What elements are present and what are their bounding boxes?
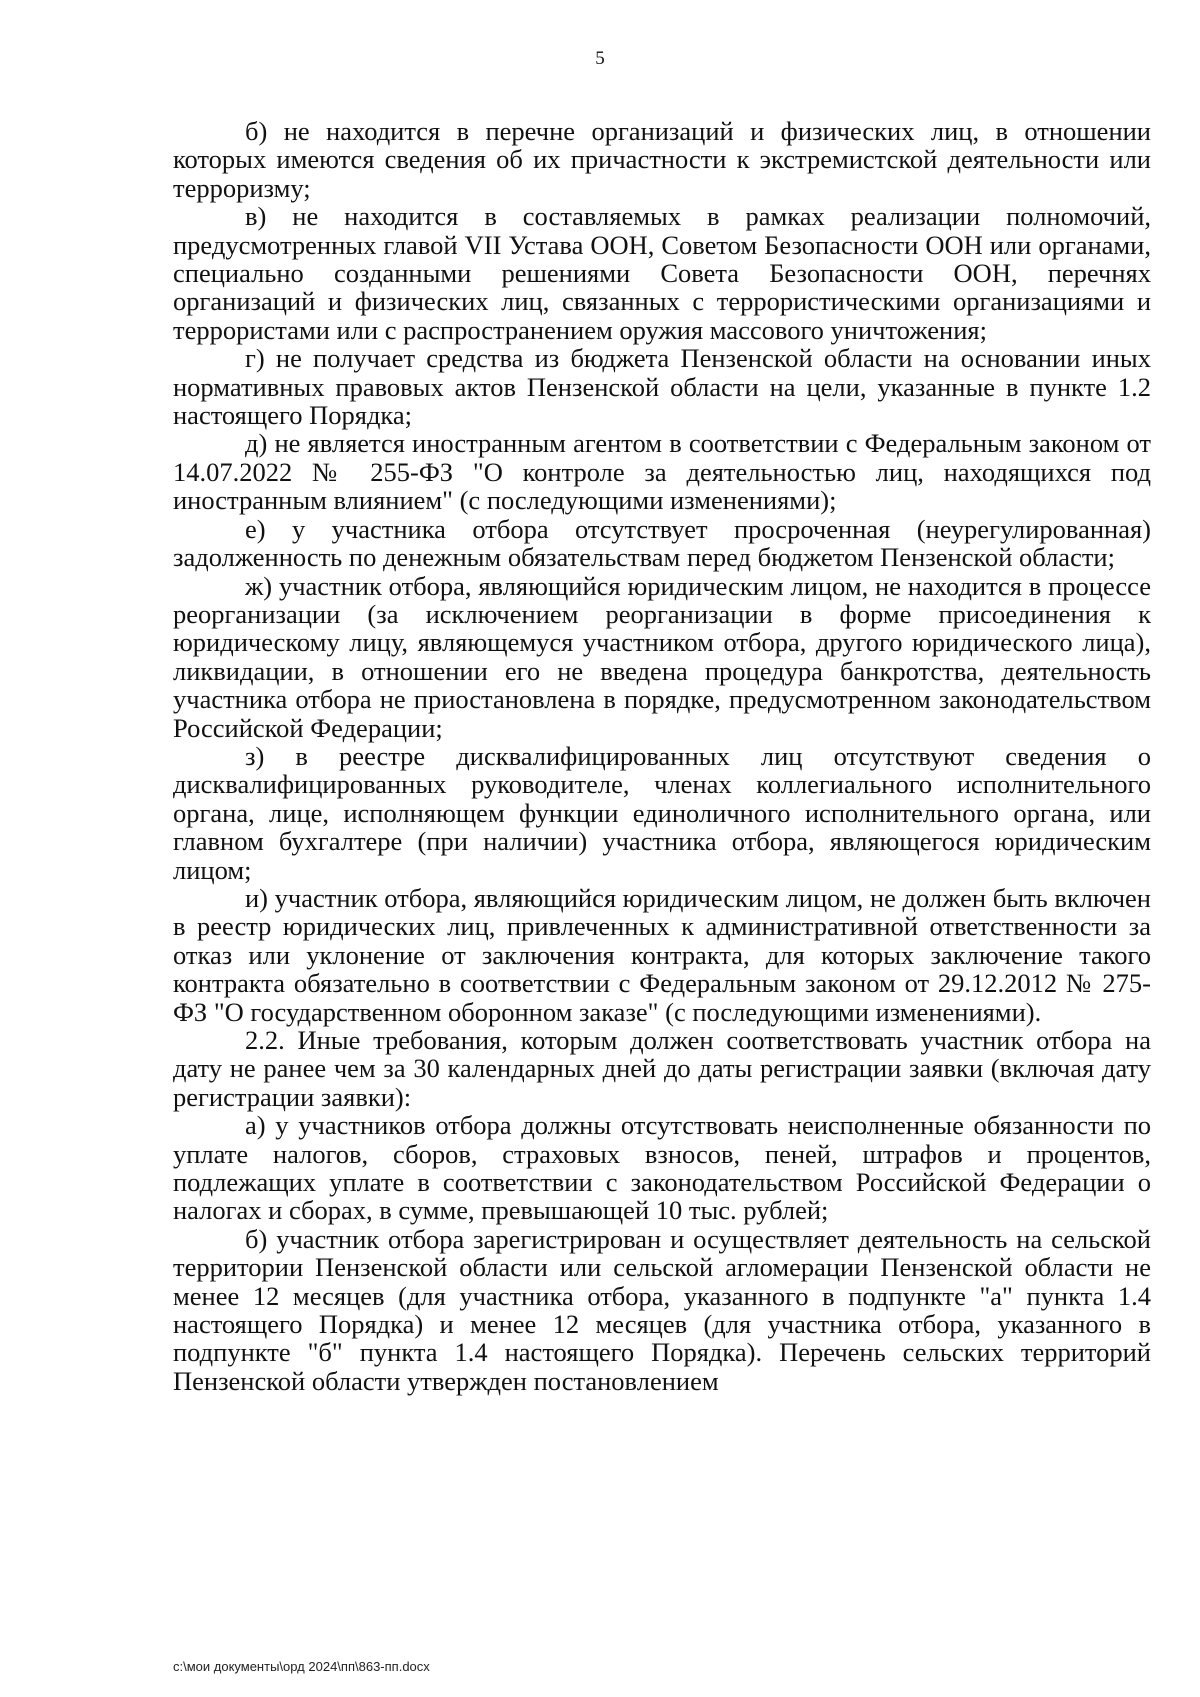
page-number: 5 bbox=[595, 48, 605, 69]
paragraph-2-2-other-requirements: 2.2. Иные требования, которым должен соответствовать участник отбора на дату не ранее чем за 30 календарных дней до даты регистрации заявки (включая дату регистрации заявки): bbox=[173, 1025, 1151, 1112]
paragraph-v-un-lists: в) не находится в составляемых в рамках реализации полномочий, предусмотренных главой VII Устава ООН, Советом Безопасности ООН или органами, специально созданными решениями Совета Безопасности ООН, перечнях организаций и физических лиц, связанных с террористическими организациями и террористами или с распространением оружия массового уничтожения; bbox=[173, 201, 1151, 345]
paragraph-zh-reorganization: ж) участник отбора, являющийся юридическим лицом, не находится в процессе реорганизации (за исключением реорганизации в форме присоединения к юридическому лицу, являющемуся участником отбора, другого юридического лица), ликвидации, в отношении его не введена процедура банкротства, деятельность участника отбора не приостановлена в порядке, предусмотренном законодательством Российской Федерации; bbox=[173, 570, 1151, 743]
paragraph-z-disqualified-persons: з) в реестре дисквалифицированных лиц отсутствуют сведения о дисквалифицированных руководителе, членах коллегиального исполнительного органа, лице, исполняющем функции единоличного исполнительного органа, или главном бухгалтере (при наличии) участника отбора, являющегося юридическим лицом; bbox=[173, 740, 1151, 885]
paragraph-b-extremism-list: б) не находится в перечне организаций и физических лиц, в отношении которых имеются сведения об их причастности к экстремистской деятельности или терроризму; bbox=[173, 116, 1151, 203]
paragraph-g-budget-funds: г) не получает средства из бюджета Пензенской области на основании иных нормативных правовых актов Пензенской области на цели, указанные в пункте 1.2 настоящего Порядка; bbox=[173, 343, 1151, 431]
paragraph-e-overdue-debt: е) у участника отбора отсутствует просроченная (неурегулированная) задолженность по денежным обязательствам перед бюджетом Пензенской области; bbox=[173, 513, 1151, 573]
paragraph-a-tax-obligations: а) у участников отбора должны отсутствовать неисполненные обязанности по уплате налогов, сборов, страховых взносов, пеней, штрафов и процентов, подлежащих уплате в соответствии с законодательством Российской Федерации о налогах и сборах, в сумме, превышающей 10 тыс. рублей; bbox=[173, 1110, 1151, 1226]
footer-file-path: c:\мои документы\орд 2024\пп\863-пп.docx bbox=[173, 1659, 430, 1674]
paragraph-i-defense-contract-registry: и) участник отбора, являющийся юридическим лицом, не должен быть включен в реестр юридических лиц, привлеченных к административной ответственности за отказ или уклонение от заключения контракта, для которых заключение такого контракта обязательно в соответствии с Федеральным законом от 29.12.2012 № 275-ФЗ "О государственном оборонном заказе" (с последующими изменениями). bbox=[173, 882, 1151, 1027]
paragraph-b-rural-territory: б) участник отбора зарегистрирован и осуществляет деятельность на сельской территории Пензенской области или сельской агломерации Пензенской области не менее 12 месяцев (для участника отбора, указанного в подпункте "а" пункта 1.4 настоящего Порядка) и менее 12 месяцев (для участника отбора, указанного в подпункте "б" пункта 1.4 настоящего Порядка). Перечень сельских территорий Пензенской области утвержден постановлением bbox=[173, 1223, 1151, 1396]
paragraph-d-foreign-agent: д) не является иностранным агентом в соответствии с Федеральным законом от 14.07.2022 № 255-ФЗ "О контроле за деятельностью лиц, находящихся под иностранным влиянием" (с последующими изменениями); bbox=[173, 428, 1151, 516]
document-body bbox=[173, 117, 1151, 1395]
